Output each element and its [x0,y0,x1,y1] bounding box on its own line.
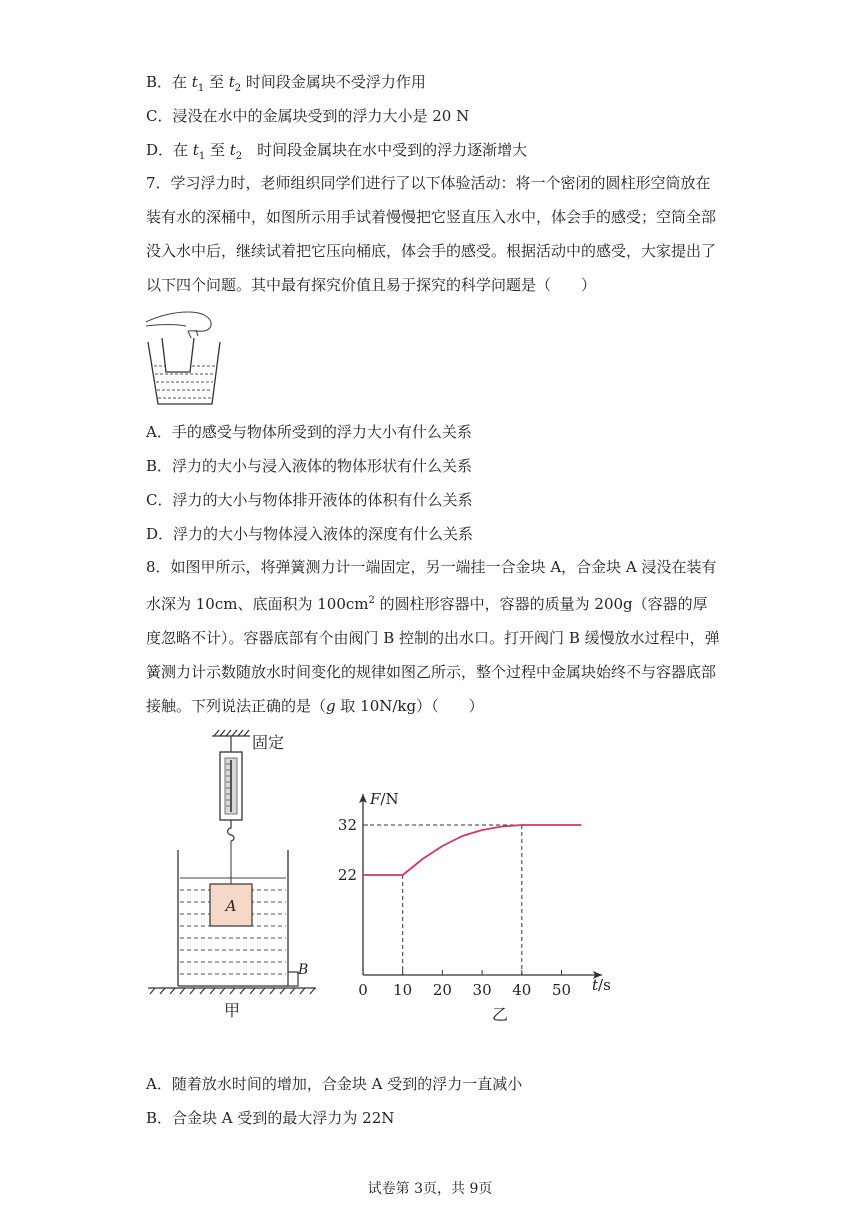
caption-jia: 甲 [223,1001,241,1020]
spring-scale [220,752,242,884]
chart-guides [363,825,522,975]
q8-option-b: B．合金块 A 受到的最大浮力为 22N [146,1109,395,1127]
x-tick-label: 20 [432,981,452,999]
cylinder [162,338,194,372]
q7-option-a: A．手的感受与物体所受到的浮力大小有什么关系 [146,423,472,441]
x-tick-label: 0 [358,981,368,999]
y-tick-label: 32 [337,816,357,834]
q7-stem: 7．学习浮力时，老师组织同学们进行了以下体验活动：将一个密闭的圆柱形空筒放在装有水的深桶中，如图所示用手试着慢慢把它竖直压入水中，体会手的感受；空筒全部没入水中后，继续试着把它压向桶底，体会手的感受。根据活动中的感受，大家提出了以下四个问题。其中最有探究价值且易于探究的科学问题是（ ） [146,174,717,294]
page-footer: 试卷第 3页，共 9页 [367,1181,493,1197]
block-a-label: A [225,897,237,915]
y-tick-label: 22 [337,866,357,884]
hand-icon [146,312,211,340]
x-tick-label: 50 [551,981,572,999]
q6-option-b: B．在 $t_1$ 至 $t_2$ 时间段金属块不受浮力作用 [146,73,426,94]
q7-option-d: D．浮力的大小与物体浸入液体的深度有什么关系 [146,525,474,543]
chart-series [363,825,581,875]
fixed-label: 固定 [252,733,285,752]
figure-yi-chart [330,780,620,1030]
x-axis-label: t/s [592,976,611,994]
chart-axes [359,794,602,979]
q7-option-c: C．浮力的大小与物体排开液体的体积有什么关系 [146,491,473,509]
q6-option-d: D．在 $t_1$ 至 $t_2$ 时间段金属块在水中受到的浮力逐渐增大 [146,141,528,162]
x-tick-label: 30 [472,981,492,999]
chart-ticks [338,816,571,999]
q7-figure [140,304,230,412]
caption-yi: 乙 [491,1005,509,1024]
x-tick-label: 10 [393,981,413,999]
q6-option-c: C．浸没在水中的金属块受到的浮力大小是 20 N [146,107,470,125]
valve-b-label: B [298,962,309,978]
y-axis-label: F/N [370,790,399,808]
q8-option-a: A．随着放水时间的增加，合金块 A 受到的浮力一直减小 [146,1075,523,1093]
q8-stem: 8．如图甲所示，将弹簧测力计一端固定，另一端挂一合金块 A，合金块 A 浸没在装有水深为 10cm、底面积为 $100cm^2$ 的圆柱形容器中，容器的质量为 200g（容器的厚度忽略不计）。容器底部有个由阀门 B 控制的出水口。打开阀门 B 缓慢放水过程中，弹簧测力计示数随放水时间变化的规律如图乙所示，整个过程中金属块始终不与容器底部接触。下列说法正确的是（g 取 10N/kg）（ ） [146,558,720,715]
q7-option-b: B．浮力的大小与浸入液体的物体形状有什么关系 [146,457,473,475]
x-tick-label: 40 [512,981,532,999]
valve-b [288,972,298,986]
figure-jia [140,724,320,1024]
ground [148,988,316,994]
ceiling-support [212,730,250,752]
series-line [363,825,581,875]
